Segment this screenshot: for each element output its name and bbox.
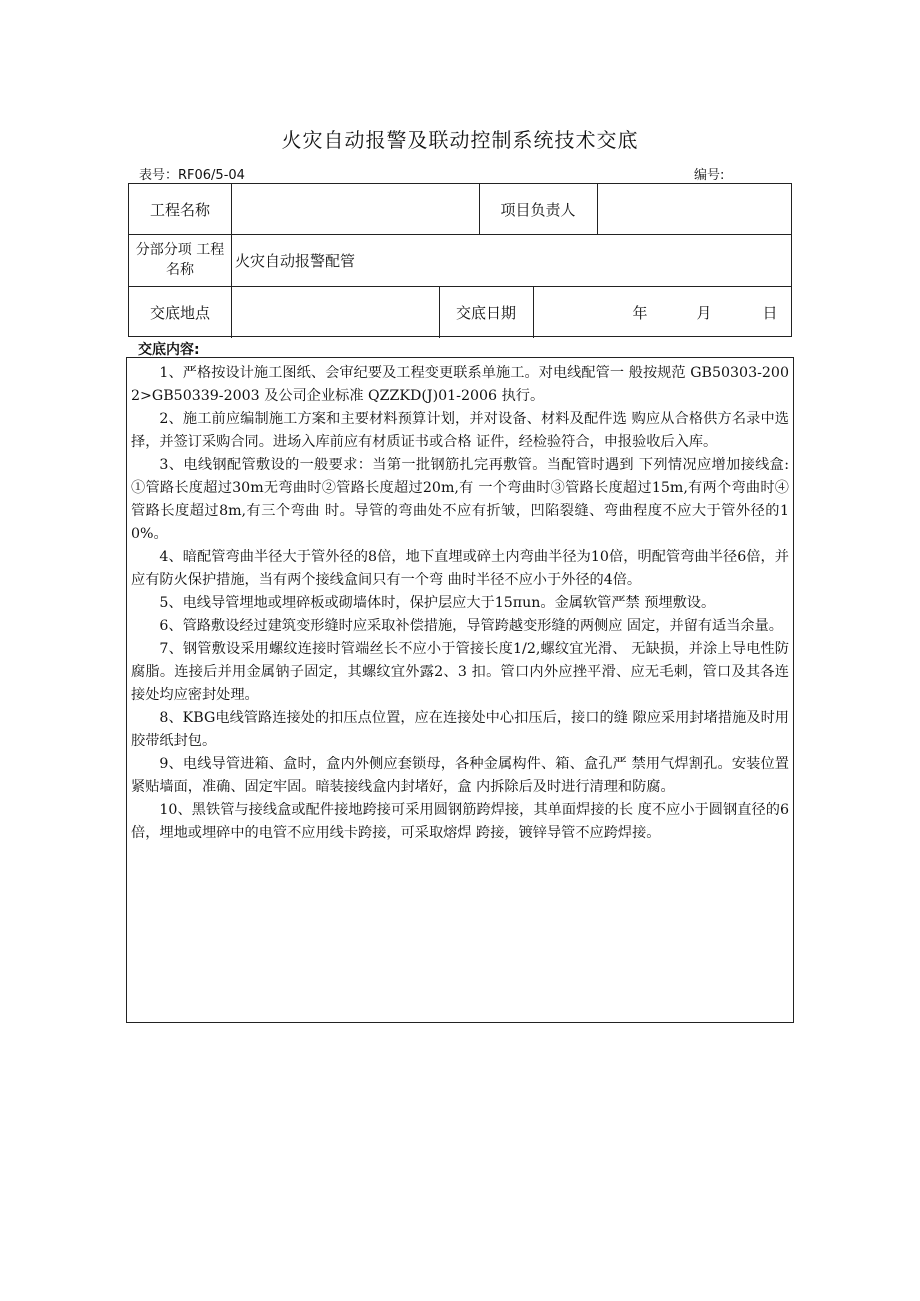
content-paragraph: 5、电线导管埋地或埋碎板或砌墙体时，保护层应大于15πun。金属软管严禁 预埋敷设。 [159, 595, 716, 611]
project-manager-field[interactable] [597, 184, 791, 234]
content-paragraph: 7、钢管敷设采用螺纹连接时管端丝长不应小于管接长度1/2,螺纹宜光滑、 无缺损，并涂上导电性防腐脂。连接后并用金属钠子固定，其螺纹宜外露2、3 扣。管口内外应挫平滑、应无毛刺，管口及其各连接处均应密封处理。 [131, 641, 789, 703]
briefing-date-label: 交底日期 [455, 303, 516, 322]
sub-project-field[interactable]: 火灾自动报警配管 [235, 251, 356, 270]
date-month-label: 月 [696, 303, 712, 322]
briefing-location-label: 交底地点 [149, 303, 210, 322]
project-name-field[interactable] [231, 184, 479, 234]
content-paragraph: 3、电线钢配管敷设的一般要求：当第一批钢筋扎完再敷管。当配管时遇到 下列情况应增加接线盒: ①管路长度超过30m无弯曲时②管路长度超过20m,有 一个弯曲时③管路长度超过15m,有两个弯曲时④管路长度超过8m,有三个弯曲 时。导管的弯曲处不应有折皱，凹陷裂缝、弯曲程度不应大于管外径的10%。 [131, 457, 789, 542]
serial-number-label: 编号: [694, 168, 725, 183]
content-paragraph: 9、电线导管进箱、盒时，盒内外侧应套锁母，各种金属构件、箱、盒孔严 禁用气焊割孔。安装位置紧贴墙面，准确、固定牢固。暗装接线盒内封堵好，盒 内拆除后及时进行清理和防腐。 [131, 756, 789, 795]
document-title: 火灾自动报警及联动控制系统技术交底 [281, 128, 639, 152]
form-number: 表号：RF06/5-04 [139, 168, 245, 183]
date-day-label: 日 [762, 303, 778, 322]
date-year-label: 年 [632, 303, 648, 322]
content-label: 交底内容: [138, 342, 200, 358]
content-box [126, 357, 794, 1023]
column-divider [533, 286, 534, 338]
content-paragraph: 8、KBG电线管路连接处的扣压点位置，应在连接处中心扣压后，接口的缝 隙应采用封堵措施及时用胶带纸封包。 [131, 710, 789, 749]
header-table [128, 183, 792, 337]
project-name-label: 工程名称 [149, 200, 210, 219]
sub-project-label: 分部分项 工程名称 [135, 242, 225, 278]
content-paragraph: 1、严格按设计施工图纸、会审纪要及工程变更联系单施工。对电线配管一 般按规范 GB50303-2002>GB50339-2003 及公司企业标准 QZZKD(J)01-2006 执行。 [131, 365, 789, 404]
project-manager-label: 项目负责人 [500, 200, 576, 219]
briefing-location-field[interactable] [231, 286, 439, 338]
content-paragraph: 6、管路敷设经过建筑变形缝时应采取补偿措施，导管跨越变形缝的两侧应 固定，并留有适当余量。 [159, 618, 783, 634]
content-paragraph: 2、施工前应编制施工方案和主要材料预算计划，并对设备、材料及配件选 购应从合格供方名录中选择，并签订采购合同。进场入库前应有材质证书或合格 证件，经检验符合，申报验收后入库。 [131, 411, 789, 450]
content-paragraph: 10、黑铁管与接线盒或配件接地跨接可采用圆钢筋跨焊接，其单面焊接的长 度不应小于圆钢直径的6倍，埋地或埋碎中的电管不应用线卡跨接，可采取熔焊 跨接，镀锌导管不应跨焊接。 [131, 802, 789, 841]
content-paragraph: 4、暗配管弯曲半径大于管外径的8倍，地下直埋或碎土内弯曲半径为10倍，明配管弯曲半径6倍，并应有防火保护措施，当有两个接线盒间只有一个弯 曲时半径不应小于外径的4倍。 [131, 549, 789, 588]
